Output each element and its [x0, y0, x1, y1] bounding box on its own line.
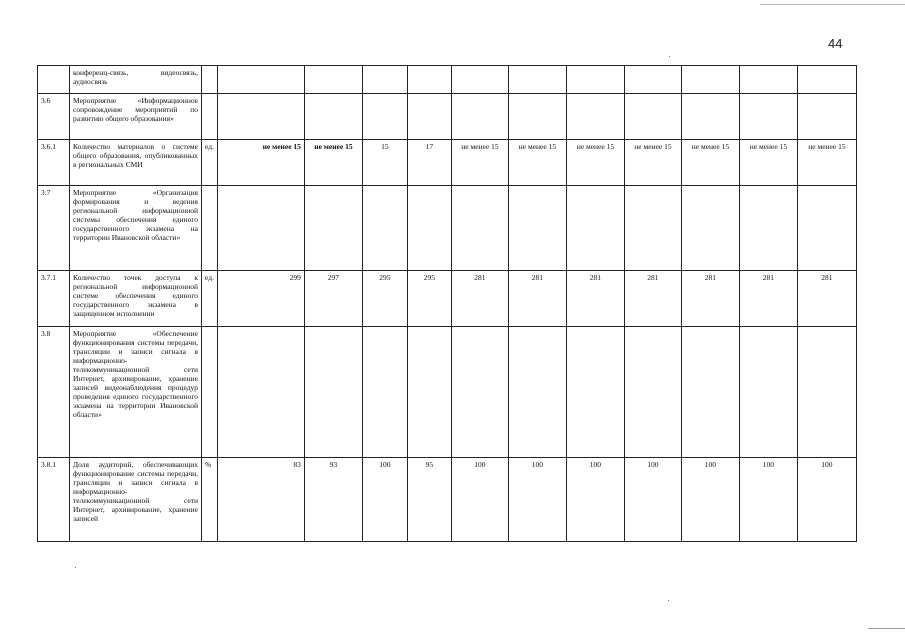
- value-cell: [362, 94, 407, 140]
- value-cell: [304, 66, 362, 94]
- row-number-cell: 3.8: [38, 327, 70, 458]
- unit-cell: %: [202, 458, 218, 542]
- unit-cell: [202, 94, 218, 140]
- value-cell: не менее 15: [739, 140, 797, 186]
- value-cell: не менее 15: [624, 140, 681, 186]
- value-cell: [451, 66, 508, 94]
- value-cell: [304, 186, 362, 271]
- value-cell: [362, 327, 407, 458]
- scan-top-line: [760, 4, 905, 5]
- table-row: [38, 140, 857, 186]
- value-cell: не менее 15: [304, 140, 362, 186]
- value-cell: не менее 15: [451, 140, 508, 186]
- indicator-name-cell: конференц-связь, видеосвязь, аудиосвязь: [70, 66, 202, 94]
- value-cell: [451, 94, 508, 140]
- value-cell: [624, 66, 681, 94]
- value-cell: 297: [304, 271, 362, 327]
- value-cell: не менее 15: [681, 140, 739, 186]
- value-cell: [304, 327, 362, 458]
- value-cell: [566, 66, 624, 94]
- value-cell: 281: [681, 271, 739, 327]
- value-cell: 281: [739, 271, 797, 327]
- value-cell: 95: [407, 458, 451, 542]
- value-cell: 100: [681, 458, 739, 542]
- row-number-cell: [38, 66, 70, 94]
- value-cell: 295: [362, 271, 407, 327]
- value-cell: 295: [407, 271, 451, 327]
- value-cell: [681, 186, 739, 271]
- indicator-name-cell: Мероприятие «Информационное сопровождение мероприятий по развитию общего образования»: [70, 94, 202, 140]
- table-row: [38, 66, 857, 94]
- scan-bottom-line: [868, 628, 905, 629]
- value-cell: 83: [217, 458, 304, 542]
- value-cell: не менее 15: [508, 140, 566, 186]
- row-number-cell: 3.6.1: [38, 140, 70, 186]
- value-cell: [739, 327, 797, 458]
- value-cell: [451, 186, 508, 271]
- value-cell: [681, 94, 739, 140]
- unit-cell: [202, 327, 218, 458]
- table-row: [38, 186, 857, 271]
- value-cell: [739, 186, 797, 271]
- unit-cell: [202, 186, 218, 271]
- row-number-cell: 3.7.1: [38, 271, 70, 327]
- table-row: [38, 458, 857, 542]
- scan-speck: [75, 567, 76, 568]
- indicator-name-cell: Количество точек доступа к региональной информационной системе обеспечения единого государственного экзамена в защищенном исполнении: [70, 271, 202, 327]
- value-cell: [797, 327, 856, 458]
- value-cell: 281: [451, 271, 508, 327]
- value-cell: [407, 327, 451, 458]
- value-cell: 17: [407, 140, 451, 186]
- value-cell: [362, 66, 407, 94]
- value-cell: 100: [797, 458, 856, 542]
- page-number: 44: [828, 36, 843, 51]
- value-cell: 100: [566, 458, 624, 542]
- unit-cell: ед.: [202, 271, 218, 327]
- value-cell: 281: [508, 271, 566, 327]
- value-cell: [624, 186, 681, 271]
- value-cell: [739, 66, 797, 94]
- indicator-name-cell: Количество материалов о системе общего образования, опубликованных в региональных СМИ: [70, 140, 202, 186]
- value-cell: [739, 94, 797, 140]
- value-cell: [508, 94, 566, 140]
- value-cell: [304, 94, 362, 140]
- unit-cell: [202, 66, 218, 94]
- value-cell: 281: [797, 271, 856, 327]
- value-cell: 93: [304, 458, 362, 542]
- table-row: [38, 271, 857, 327]
- value-cell: [624, 327, 681, 458]
- row-number-cell: 3.8.1: [38, 458, 70, 542]
- value-cell: не менее 15: [566, 140, 624, 186]
- value-cell: 281: [566, 271, 624, 327]
- value-cell: [566, 327, 624, 458]
- indicator-name-cell: Мероприятие «Обеспечение функционирования системы передачи, трансляции и записи сигнала в информационно-телекоммуникационной сети Интернет, архивирование, хранение записей видеонаблюдения процедур проведения единого государственного экзамена на территории Ивановской области»: [70, 327, 202, 458]
- value-cell: [508, 327, 566, 458]
- row-number-cell: 3.7: [38, 186, 70, 271]
- value-cell: 299: [217, 271, 304, 327]
- value-cell: [797, 94, 856, 140]
- value-cell: [407, 66, 451, 94]
- indicator-name-cell: Мероприятие «Организация формирования и ведения региональной информационной системы обеспечения единого государственного экзамена на территории Ивановской области»: [70, 186, 202, 271]
- value-cell: [681, 66, 739, 94]
- value-cell: [407, 186, 451, 271]
- value-cell: 100: [739, 458, 797, 542]
- value-cell: 100: [362, 458, 407, 542]
- value-cell: [451, 327, 508, 458]
- indicator-name-cell: Доля аудиторий, обеспечивающих функционирование системы передачи, трансляции и записи сигнала в информационно-телекоммуникационной сети Интернет, архивирование, хранение записей: [70, 458, 202, 542]
- value-cell: [681, 327, 739, 458]
- value-cell: не менее 15: [217, 140, 304, 186]
- value-cell: [217, 186, 304, 271]
- value-cell: 100: [508, 458, 566, 542]
- value-cell: [407, 94, 451, 140]
- value-cell: [566, 94, 624, 140]
- indicator-table: [37, 65, 857, 542]
- value-cell: [508, 66, 566, 94]
- value-cell: 100: [624, 458, 681, 542]
- scan-speck: [668, 600, 669, 601]
- value-cell: [797, 66, 856, 94]
- value-cell: 15: [362, 140, 407, 186]
- value-cell: [217, 327, 304, 458]
- unit-cell: ед.: [202, 140, 218, 186]
- value-cell: [217, 66, 304, 94]
- value-cell: [217, 94, 304, 140]
- table-row: [38, 94, 857, 140]
- value-cell: 281: [624, 271, 681, 327]
- value-cell: 100: [451, 458, 508, 542]
- value-cell: не менее 15: [797, 140, 856, 186]
- value-cell: [797, 186, 856, 271]
- scan-speck: [669, 56, 670, 57]
- value-cell: [566, 186, 624, 271]
- value-cell: [362, 186, 407, 271]
- row-number-cell: 3.6: [38, 94, 70, 140]
- value-cell: [508, 186, 566, 271]
- table-row: [38, 327, 857, 458]
- value-cell: [624, 94, 681, 140]
